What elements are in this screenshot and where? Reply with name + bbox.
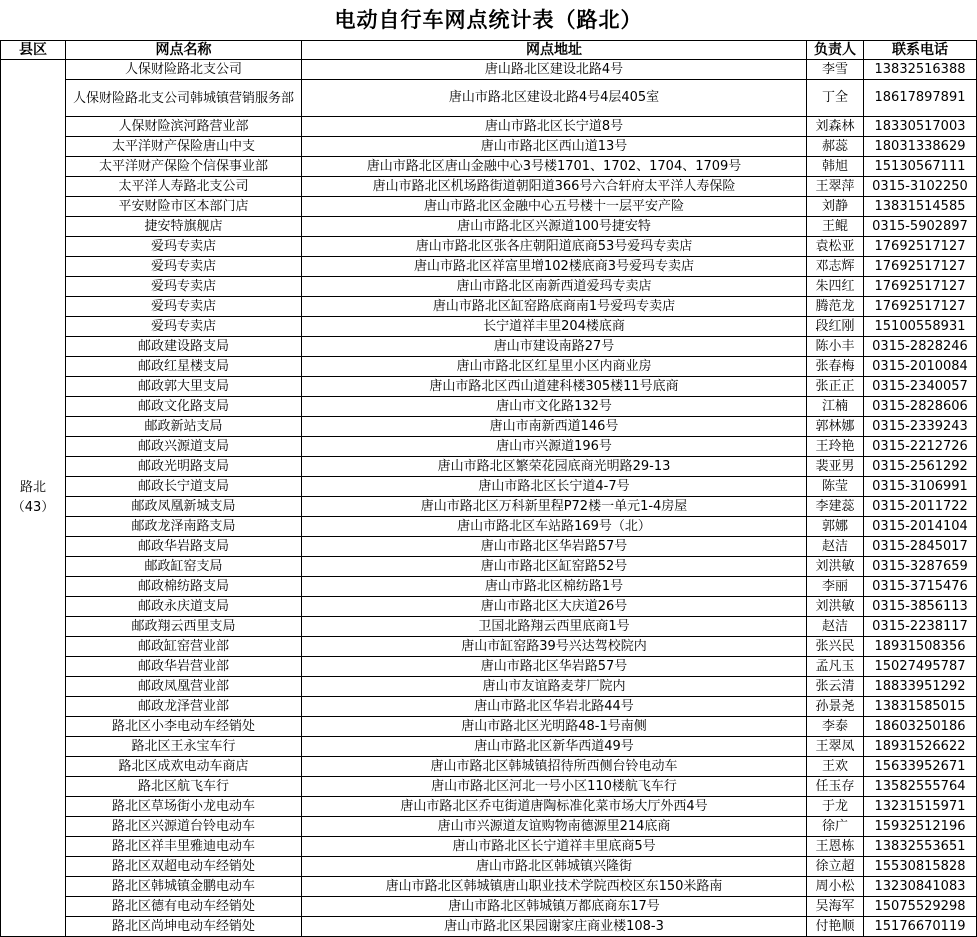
table-row (1, 217, 977, 237)
contact-person-cell: 孙景尧 (807, 697, 864, 717)
outlet-name-cell: 邮政凤凰营业部 (66, 677, 302, 697)
outlet-name-cell: 邮政翔云西里支局 (66, 617, 302, 637)
contact-person-cell: 丁全 (807, 80, 864, 117)
table-row (1, 657, 977, 677)
outlet-name-cell: 路北区小李电动车经销处 (66, 717, 302, 737)
outlet-name-cell: 路北区王永宝车行 (66, 737, 302, 757)
table-row (1, 177, 977, 197)
contact-person-cell: 邓志辉 (807, 257, 864, 277)
outlet-address-cell: 唐山市路北区南新西道爱玛专卖店 (302, 277, 807, 297)
outlet-name-cell: 邮政永庆道支局 (66, 597, 302, 617)
contact-phone-cell: 15027495787 (864, 657, 977, 677)
outlet-name-cell: 路北区尚坤电动车经销处 (66, 917, 302, 937)
outlet-name-cell: 邮政光明路支局 (66, 457, 302, 477)
outlet-address-cell: 唐山市路北区华岩路57号 (302, 657, 807, 677)
contact-phone-cell: 0315-2845017 (864, 537, 977, 557)
contact-person-cell: 周小松 (807, 877, 864, 897)
contact-person-cell: 袁松亚 (807, 237, 864, 257)
outlet-name-cell: 太平洋财产保险个信保事业部 (66, 157, 302, 177)
outlet-address-cell: 唐山市路北区长宁道祥丰里底商5号 (302, 837, 807, 857)
contact-person-cell: 王欢 (807, 757, 864, 777)
contact-person-cell: 刘洪敏 (807, 557, 864, 577)
outlet-address-cell: 长宁道祥丰里204楼底商 (302, 317, 807, 337)
contact-phone-cell: 0315-2212726 (864, 437, 977, 457)
outlet-name-cell: 人保财险路北支公司 (66, 60, 302, 80)
contact-person-cell: 付艳顺 (807, 917, 864, 937)
table-row (1, 837, 977, 857)
contact-person-cell: 张云清 (807, 677, 864, 697)
outlet-name-cell: 路北区兴源道台铃电动车 (66, 817, 302, 837)
contact-person-cell: 张正正 (807, 377, 864, 397)
contact-person-cell: 裴亚男 (807, 457, 864, 477)
contact-phone-cell: 15633952671 (864, 757, 977, 777)
contact-phone-cell: 18330517003 (864, 117, 977, 137)
table-row (1, 237, 977, 257)
contact-person-cell: 李丽 (807, 577, 864, 597)
outlet-name-cell: 邮政缸窑支局 (66, 557, 302, 577)
contact-phone-cell: 0315-2011722 (864, 497, 977, 517)
table-row (1, 377, 977, 397)
outlet-address-cell: 唐山市路北区韩城镇兴隆街 (302, 857, 807, 877)
outlet-address-cell: 卫国北路翔云西里底商1号 (302, 617, 807, 637)
contact-person-cell: 吴海军 (807, 897, 864, 917)
outlet-address-cell: 唐山市建设南路27号 (302, 337, 807, 357)
outlet-address-cell: 唐山市路北区长宁道8号 (302, 117, 807, 137)
contact-phone-cell: 18031338629 (864, 137, 977, 157)
outlet-address-cell: 唐山市路北区建设北路4号4层405室 (302, 80, 807, 117)
contact-phone-cell: 0315-2010084 (864, 357, 977, 377)
county-cell (1, 60, 66, 937)
header-row (1, 41, 977, 60)
contact-phone-cell: 0315-2340057 (864, 377, 977, 397)
contact-phone-cell: 13231515971 (864, 797, 977, 817)
contact-phone-cell: 15130567111 (864, 157, 977, 177)
outlet-address-cell: 唐山市友谊路麦芽厂院内 (302, 677, 807, 697)
contact-phone-cell: 13582555764 (864, 777, 977, 797)
outlet-address-cell: 唐山市路北区车站路169号（北） (302, 517, 807, 537)
table-row (1, 317, 977, 337)
table-row (1, 80, 977, 117)
contact-person-cell: 刘静 (807, 197, 864, 217)
outlet-name-cell: 邮政华岩营业部 (66, 657, 302, 677)
outlet-name-cell: 路北区德有电动车经销处 (66, 897, 302, 917)
contact-person-cell: 刘森林 (807, 117, 864, 137)
outlet-name-cell: 平安财险市区本部门店 (66, 197, 302, 217)
outlet-address-cell: 唐山市缸窑路39号兴达驾校院内 (302, 637, 807, 657)
table-row (1, 277, 977, 297)
county-name: 路北 (19, 480, 46, 495)
outlet-address-cell: 唐山市兴源道友谊购物南德源里214底商 (302, 817, 807, 837)
outlet-address-cell: 唐山市文化路132号 (302, 397, 807, 417)
contact-person-cell: 郭林娜 (807, 417, 864, 437)
contact-phone-cell: 18833951292 (864, 677, 977, 697)
outlet-name-cell: 路北区双超电动车经销处 (66, 857, 302, 877)
outlet-name-cell: 邮政郭大里支局 (66, 377, 302, 397)
contact-person-cell: 郭娜 (807, 517, 864, 537)
contact-person-cell: 李建蕊 (807, 497, 864, 517)
contact-person-cell: 任玉存 (807, 777, 864, 797)
outlet-name-cell: 人保财险滨河路营业部 (66, 117, 302, 137)
contact-phone-cell: 18603250186 (864, 717, 977, 737)
outlet-name-cell: 路北区韩城镇金鹏电动车 (66, 877, 302, 897)
contact-person-cell: 徐立超 (807, 857, 864, 877)
outlet-address-cell: 唐山市路北区韩城镇万都底商东17号 (302, 897, 807, 917)
outlet-name-cell: 爱玛专卖店 (66, 237, 302, 257)
contact-phone-cell: 13831514585 (864, 197, 977, 217)
outlet-name-cell: 人保财险路北支公司韩城镇营销服务部 (66, 80, 302, 117)
table-body (1, 60, 977, 937)
contact-phone-cell: 13831585015 (864, 697, 977, 717)
contact-person-cell: 张春梅 (807, 357, 864, 377)
table-row (1, 417, 977, 437)
outlet-name-cell: 邮政凤凰新城支局 (66, 497, 302, 517)
outlet-address-cell: 唐山市路北区韩城镇招待所西侧台铃电动车 (302, 757, 807, 777)
table-row (1, 257, 977, 277)
contact-person-cell: 孟凡玉 (807, 657, 864, 677)
contact-person-cell: 王翠凤 (807, 737, 864, 757)
contact-phone-cell: 17692517127 (864, 237, 977, 257)
contact-phone-cell: 17692517127 (864, 257, 977, 277)
contact-person-cell: 李泰 (807, 717, 864, 737)
contact-phone-cell: 13230841083 (864, 877, 977, 897)
outlet-name-cell: 爱玛专卖店 (66, 297, 302, 317)
contact-phone-cell: 0315-3106991 (864, 477, 977, 497)
contact-phone-cell: 15075529298 (864, 897, 977, 917)
contact-person-cell: 王玲艳 (807, 437, 864, 457)
contact-person-cell: 王恩栋 (807, 837, 864, 857)
contact-phone-cell: 13832516388 (864, 60, 977, 80)
contact-phone-cell: 0315-3102250 (864, 177, 977, 197)
table-row (1, 737, 977, 757)
table-row (1, 617, 977, 637)
contact-person-cell: 刘洪敏 (807, 597, 864, 617)
outlet-address-cell: 唐山市路北区韩城镇唐山职业技术学院西校区东150米路南 (302, 877, 807, 897)
contact-person-cell: 赵洁 (807, 537, 864, 557)
contact-phone-cell: 17692517127 (864, 277, 977, 297)
outlet-address-cell: 唐山市路北区长宁道4-7号 (302, 477, 807, 497)
outlet-address-cell: 唐山市路北区缸窑路52号 (302, 557, 807, 577)
contact-person-cell: 王翠萍 (807, 177, 864, 197)
contact-phone-cell: 0315-2828246 (864, 337, 977, 357)
table-row (1, 157, 977, 177)
contact-phone-cell: 18931526622 (864, 737, 977, 757)
contact-phone-cell: 0315-2561292 (864, 457, 977, 477)
contact-person-cell: 郝蕊 (807, 137, 864, 157)
contact-person-cell: 陈莹 (807, 477, 864, 497)
contact-person-cell: 李雪 (807, 60, 864, 80)
table-row (1, 577, 977, 597)
table-row (1, 857, 977, 877)
table-row (1, 757, 977, 777)
outlet-address-cell: 唐山市路北区兴源道100号捷安特 (302, 217, 807, 237)
outlet-address-cell: 唐山市路北区光明路48-1号南侧 (302, 717, 807, 737)
outlet-name-cell: 邮政文化路支局 (66, 397, 302, 417)
contact-phone-cell: 0315-2014104 (864, 517, 977, 537)
table-row (1, 477, 977, 497)
table-row (1, 557, 977, 577)
contact-phone-cell: 0315-3287659 (864, 557, 977, 577)
table-row (1, 497, 977, 517)
outlet-address-cell: 唐山市南新西道146号 (302, 417, 807, 437)
contact-phone-cell: 17692517127 (864, 297, 977, 317)
outlet-name-cell: 邮政棉纺路支局 (66, 577, 302, 597)
outlet-address-cell: 唐山市路北区繁荣花园底商光明路29-13 (302, 457, 807, 477)
outlet-name-cell: 邮政建设路支局 (66, 337, 302, 357)
outlet-address-cell: 唐山市路北区红星里小区内商业房 (302, 357, 807, 377)
outlet-name-cell: 爱玛专卖店 (66, 257, 302, 277)
outlet-name-cell: 邮政新站支局 (66, 417, 302, 437)
table-row (1, 637, 977, 657)
table-row (1, 797, 977, 817)
table-row (1, 297, 977, 317)
outlet-address-cell: 唐山市路北区河北一号小区110楼航飞车行 (302, 777, 807, 797)
outlet-name-cell: 太平洋人寿路北支公司 (66, 177, 302, 197)
contact-phone-cell: 0315-3715476 (864, 577, 977, 597)
table-row (1, 117, 977, 137)
county-count: （43） (11, 500, 55, 515)
header-county: 县区 (1, 41, 66, 60)
contact-person-cell: 张兴民 (807, 637, 864, 657)
table-row (1, 517, 977, 537)
contact-person-cell: 段红刚 (807, 317, 864, 337)
contact-person-cell: 朱四红 (807, 277, 864, 297)
outlet-table (0, 40, 977, 937)
outlet-address-cell: 唐山市路北区万科新里程P72楼一单元1-4房屋 (302, 497, 807, 517)
outlet-name-cell: 路北区草场街小龙电动车 (66, 797, 302, 817)
outlet-name-cell: 路北区祥丰里雅迪电动车 (66, 837, 302, 857)
contact-person-cell: 王鲲 (807, 217, 864, 237)
contact-person-cell: 陈小丰 (807, 337, 864, 357)
contact-phone-cell: 15932512196 (864, 817, 977, 837)
contact-phone-cell: 18931508356 (864, 637, 977, 657)
outlet-name-cell: 邮政长宁道支局 (66, 477, 302, 497)
outlet-address-cell: 唐山市路北区华岩路57号 (302, 537, 807, 557)
outlet-name-cell: 爱玛专卖店 (66, 277, 302, 297)
outlet-name-cell: 邮政龙泽营业部 (66, 697, 302, 717)
outlet-address-cell: 唐山市路北区西山道建科楼305楼11号底商 (302, 377, 807, 397)
outlet-address-cell: 唐山市路北区机场路街道朝阳道366号六合轩府太平洋人寿保险 (302, 177, 807, 197)
contact-phone-cell: 13832553651 (864, 837, 977, 857)
outlet-address-cell: 唐山市兴源道196号 (302, 437, 807, 457)
outlet-name-cell: 邮政兴源道支局 (66, 437, 302, 457)
contact-person-cell: 腾范龙 (807, 297, 864, 317)
outlet-address-cell: 唐山市路北区西山道13号 (302, 137, 807, 157)
outlet-address-cell: 唐山市路北区棉纺路1号 (302, 577, 807, 597)
table-row (1, 437, 977, 457)
table-row (1, 817, 977, 837)
table-row (1, 357, 977, 377)
table-row (1, 897, 977, 917)
contact-phone-cell: 15100558931 (864, 317, 977, 337)
outlet-name-cell: 路北区成欢电动车商店 (66, 757, 302, 777)
table-row (1, 877, 977, 897)
contact-phone-cell: 18617897891 (864, 80, 977, 117)
outlet-address-cell: 唐山市路北区唐山金融中心3号楼1701、1702、1704、1709号 (302, 157, 807, 177)
outlet-name-cell: 邮政红星楼支局 (66, 357, 302, 377)
contact-person-cell: 韩旭 (807, 157, 864, 177)
contact-phone-cell: 15530815828 (864, 857, 977, 877)
table-row (1, 677, 977, 697)
contact-phone-cell: 0315-5902897 (864, 217, 977, 237)
outlet-address-cell: 唐山市路北区乔屯街道唐陶标准化菜市场大厅外西4号 (302, 797, 807, 817)
contact-phone-cell: 0315-2339243 (864, 417, 977, 437)
table-row (1, 457, 977, 477)
contact-phone-cell: 0315-2238117 (864, 617, 977, 637)
header-phone: 联系电话 (864, 41, 977, 60)
table-row (1, 917, 977, 937)
table-row (1, 697, 977, 717)
table-row (1, 537, 977, 557)
outlet-name-cell: 太平洋财产保险唐山中支 (66, 137, 302, 157)
outlet-name-cell: 邮政华岩路支局 (66, 537, 302, 557)
contact-phone-cell: 0315-3856113 (864, 597, 977, 617)
table-row (1, 777, 977, 797)
outlet-name-cell: 爱玛专卖店 (66, 317, 302, 337)
outlet-name-cell: 邮政龙泽南路支局 (66, 517, 302, 537)
table-row (1, 597, 977, 617)
outlet-address-cell: 唐山市路北区新华西道49号 (302, 737, 807, 757)
header-person: 负责人 (807, 41, 864, 60)
table-row (1, 397, 977, 417)
outlet-address-cell: 唐山市路北区祥富里增102楼底商3号爱玛专卖店 (302, 257, 807, 277)
page-title: 电动自行车网点统计表（路北） (334, 8, 643, 32)
table-row (1, 137, 977, 157)
outlet-address-cell: 唐山市路北区果园谢家庄商业楼108-3 (302, 917, 807, 937)
outlet-address-cell: 唐山市路北区金融中心五号楼十一层平安产险 (302, 197, 807, 217)
outlet-address-cell: 唐山市路北区大庆道26号 (302, 597, 807, 617)
table-row (1, 60, 977, 80)
table-row (1, 337, 977, 357)
outlet-name-cell: 路北区航飞车行 (66, 777, 302, 797)
outlet-name-cell: 捷安特旗舰店 (66, 217, 302, 237)
outlet-address-cell: 唐山市路北区张各庄朝阳道底商53号爱玛专卖店 (302, 237, 807, 257)
contact-phone-cell: 0315-2828606 (864, 397, 977, 417)
contact-person-cell: 于龙 (807, 797, 864, 817)
contact-person-cell: 徐广 (807, 817, 864, 837)
contact-person-cell: 江楠 (807, 397, 864, 417)
outlet-address-cell: 唐山市路北区缸窑路底商南1号爱玛专卖店 (302, 297, 807, 317)
header-name: 网点名称 (66, 41, 302, 60)
outlet-address-cell: 唐山路北区建设北路4号 (302, 60, 807, 80)
header-address: 网点地址 (302, 41, 807, 60)
table-row (1, 197, 977, 217)
contact-person-cell: 赵洁 (807, 617, 864, 637)
outlet-name-cell: 邮政缸窑营业部 (66, 637, 302, 657)
table-row (1, 717, 977, 737)
contact-phone-cell: 15176670119 (864, 917, 977, 937)
outlet-address-cell: 唐山市路北区华岩北路44号 (302, 697, 807, 717)
